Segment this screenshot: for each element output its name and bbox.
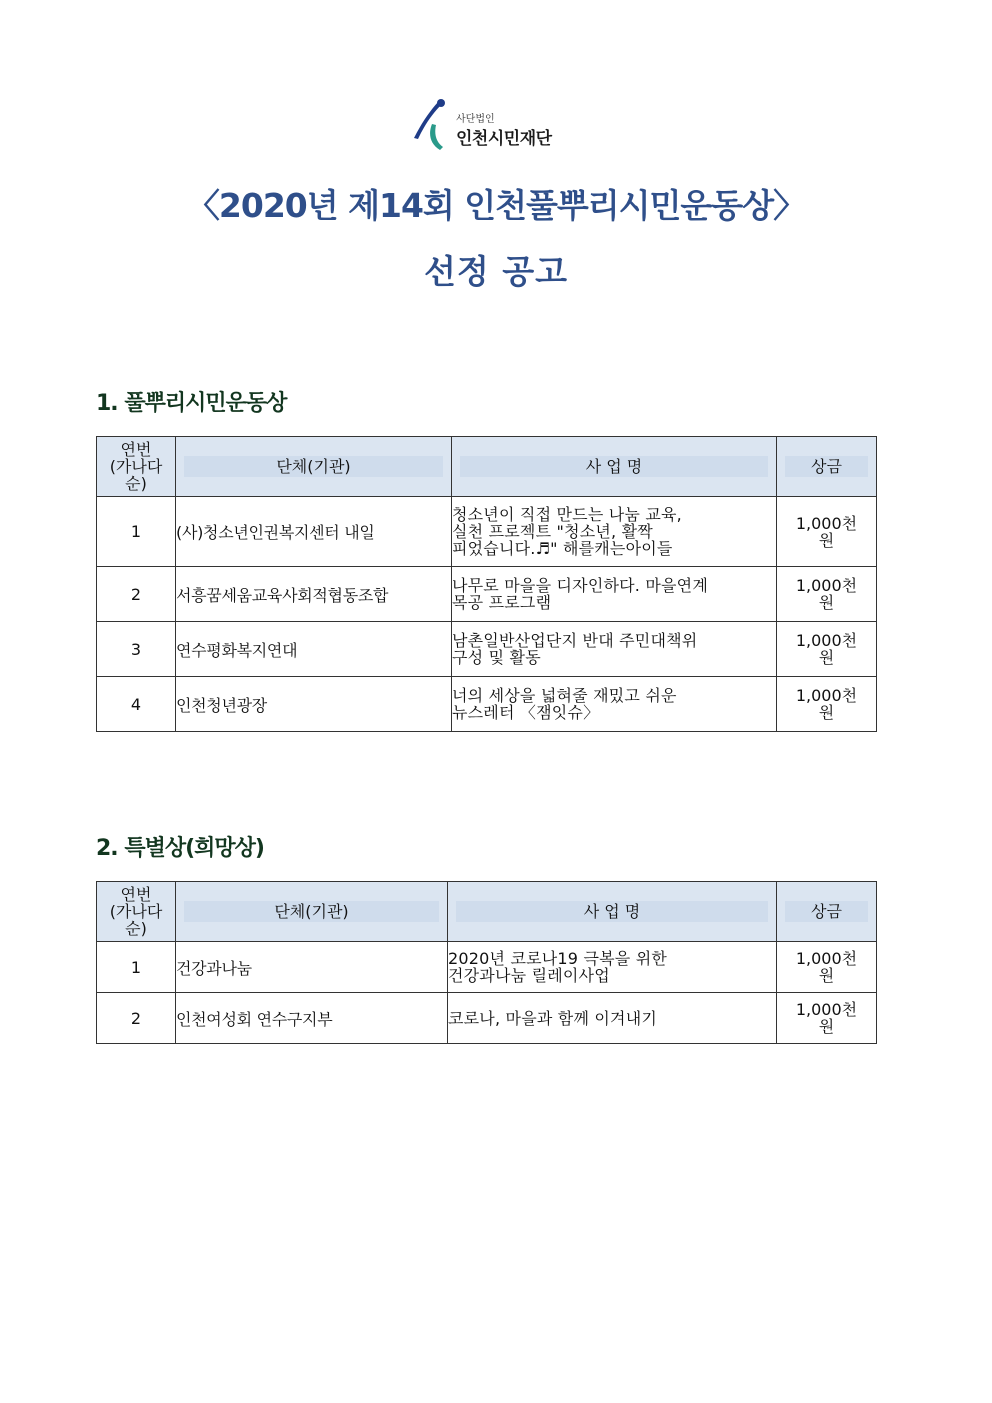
row-no: 2 [97,567,176,622]
row-no: 2 [97,993,176,1044]
row-org: 인천여성회 연수구지부 [176,993,448,1044]
grassroots-award-table [96,436,877,732]
row-prize: 1,000천 원 [777,497,877,567]
row-org: 서흥꿈세움교육사회적협동조합 [176,567,452,622]
header-org: 단체(기관) [176,882,448,942]
logo [410,98,580,154]
row-project: 코로나, 마을과 함께 이겨내기 [448,993,777,1044]
page-title: 〈2020년 제14회 인천풀뿌리시민운동상〉 [186,186,806,225]
row-project: 남촌일반산업단지 반대 주민대책위 구성 및 활동 [452,622,777,677]
section-heading-grassroots: 1. 풀뿌리시민운동상 [96,391,287,416]
section-heading-special: 2. 특별상(희망상) [96,836,264,861]
table-row [97,497,877,567]
row-project: 너의 세상을 넓혀줄 재밌고 쉬운 뉴스레터 〈잼잇슈〉 [452,677,777,732]
row-no: 1 [97,497,176,567]
row-org: (사)청소년인권복지센터 내일 [176,497,452,567]
row-org: 인천청년광장 [176,677,452,732]
table-row [97,942,877,993]
row-org: 건강과나눔 [176,942,448,993]
row-org: 연수평화복지연대 [176,622,452,677]
logo-subtitle: 사단법인 [456,114,495,125]
row-prize: 1,000천 원 [777,942,877,993]
table-row [97,993,877,1044]
row-prize: 1,000천 원 [777,993,877,1044]
logo-org-name: 인천시민재단 [456,129,552,149]
row-project: 2020년 코로나19 극복을 위한 건강과나눔 릴레이사업 [448,942,777,993]
foundation-logo-icon [410,98,454,154]
row-no: 1 [97,942,176,993]
header-no: 연번 (가나다 순) [97,882,176,942]
row-prize: 1,000천 원 [777,567,877,622]
row-project: 청소년이 직접 만드는 나눔 교육, 실천 프로젝트 "청소년, 활짝 피었습니다.♬" 해를캐는아이들 [452,497,777,567]
header-project: 사 업 명 [448,882,777,942]
header-prize: 상금 [777,882,877,942]
header-no: 연번 (가나다 순) [97,437,176,497]
table-row [97,622,877,677]
header-prize: 상금 [777,437,877,497]
header-project: 사 업 명 [452,437,777,497]
row-no: 4 [97,677,176,732]
table-row [97,567,877,622]
row-project: 나무로 마을을 디자인하다. 마을연계 목공 프로그램 [452,567,777,622]
table-row [97,677,877,732]
page-subtitle: 선정 공고 [423,252,568,291]
row-prize: 1,000천 원 [777,677,877,732]
row-no: 3 [97,622,176,677]
row-prize: 1,000천 원 [777,622,877,677]
special-award-table [96,881,877,1044]
table-header-row [97,882,877,942]
header-org: 단체(기관) [176,437,452,497]
table-header-row [97,437,877,497]
